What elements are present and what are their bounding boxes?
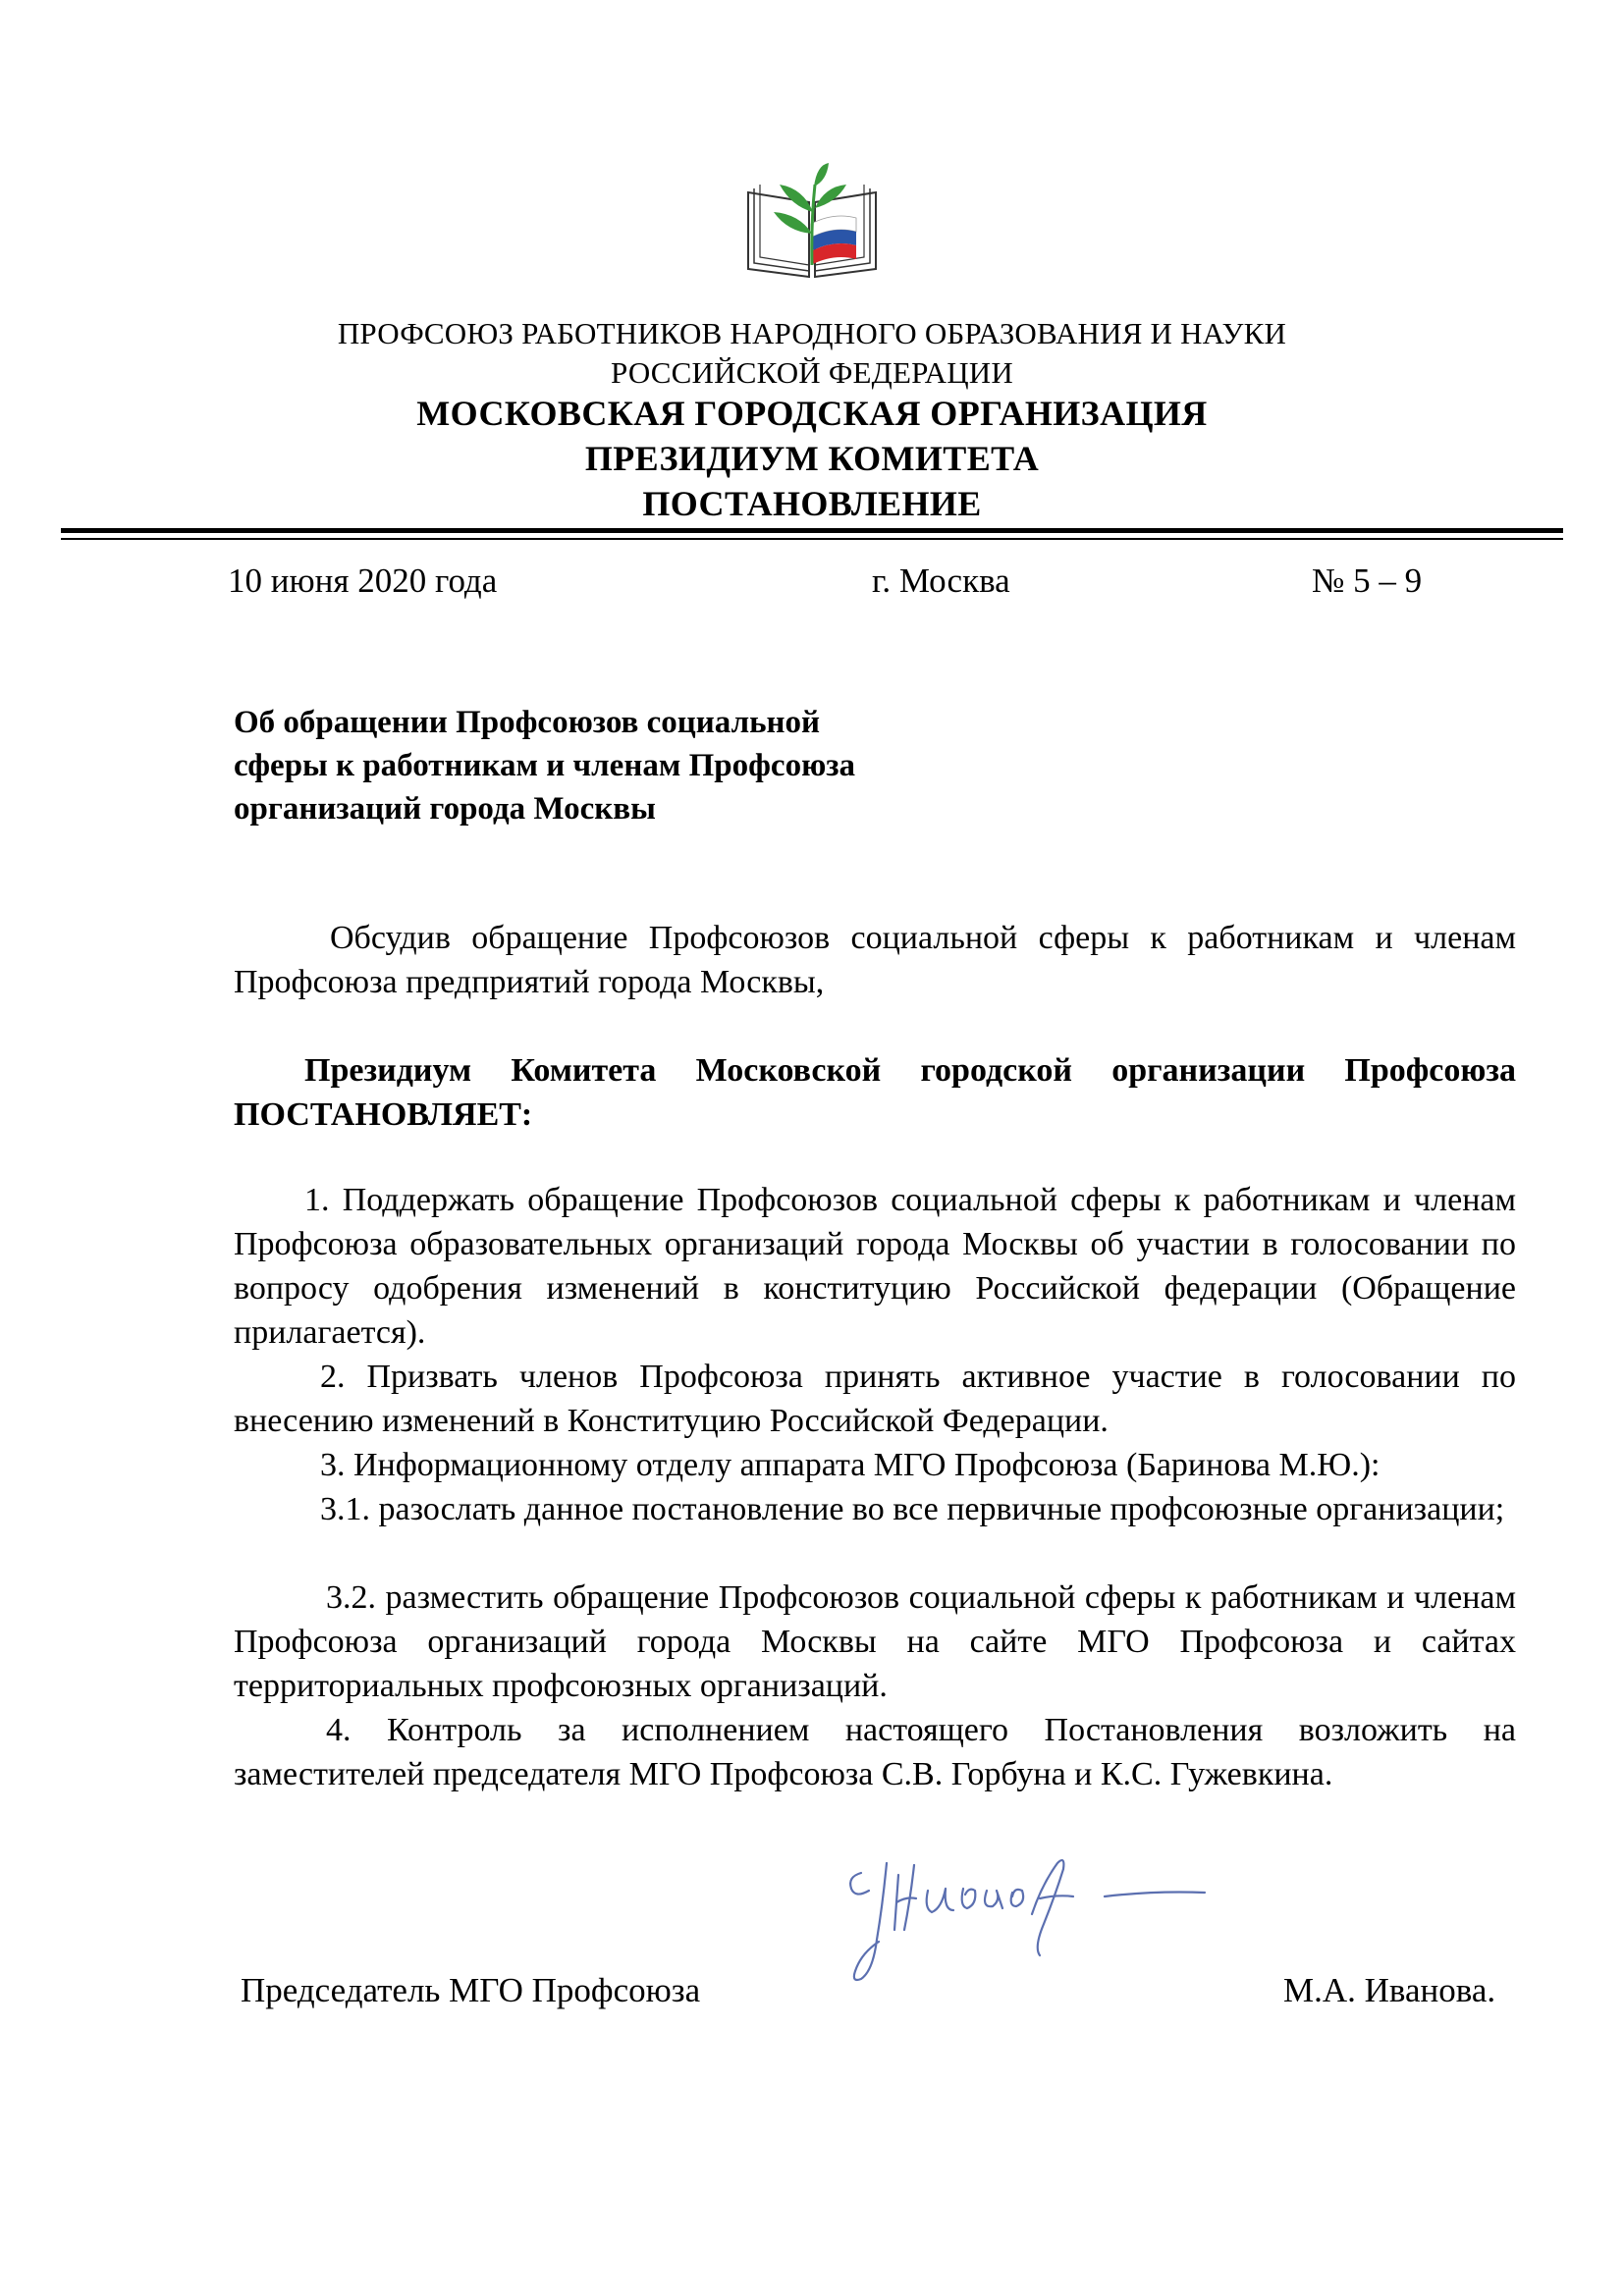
resolves-paragraph: Президиум Комитета Московской городской организации Профсоюза ПОСТАНОВЛЯЕТ: — [234, 1052, 1516, 1133]
union-name-line2: РОССИЙСКОЙ ФЕДЕРАЦИИ — [611, 355, 1013, 390]
resolution-item-3-1: 3.1. разослать данное постановление во все первичные профсоюзные организации; — [320, 1491, 1505, 1527]
union-logo-icon — [740, 163, 884, 281]
union-name-line1: ПРОФСОЮЗ РАБОТНИКОВ НАРОДНОГО ОБРАЗОВАНИЯ И НАУКИ — [337, 316, 1287, 350]
presidium-title: ПРЕЗИДИУМ КОМИТЕТА — [584, 439, 1040, 478]
subject-line: организаций города Москвы — [234, 791, 656, 827]
subject-line: сферы к работникам и членам Профсоюза — [234, 748, 856, 783]
resolution-item-1: 1. Поддержать обращение Профсоюзов социальной сферы к работникам и членам Профсоюза образовательных организаций города Москвы об участии в голосовании по вопросу одобрения изменений в конституцию Российской федерации (Обращение прилагается). — [234, 1182, 1516, 1351]
resolution-item-2: 2. Призвать членов Профсоюза принять активное участие в голосовании по внесению изменений в Конституцию Российской Федерации. — [234, 1359, 1516, 1439]
resolution-item-4: 4. Контроль за исполнением настоящего Постановления возложить на заместителей председателя МГО Профсоюза С.В. Горбуна и К.С. Гужевкина. — [234, 1712, 1516, 1792]
resolution-item-3: 3. Информационному отделу аппарата МГО Профсоюза (Баринова М.Ю.): — [320, 1447, 1380, 1483]
signatory-position: Председатель МГО Профсоюза — [241, 1971, 701, 2009]
intro-paragraph: Обсудив обращение Профсоюзов социальной сферы к работникам и членам Профсоюза предприятий города Москвы, — [234, 920, 1516, 1000]
subject-line: Об обращении Профсоюзов социальной — [234, 705, 821, 740]
document-type-title: ПОСТАНОВЛЕНИЕ — [642, 484, 982, 523]
document-city: г. Москва — [872, 561, 1010, 600]
document-subject — [234, 701, 855, 830]
resolution-item-3-2: 3.2. разместить обращение Профсоюзов социальной сферы к работникам и членам Профсоюза организаций города Москвы на сайте МГО Профсоюза и сайтах территориальных профсоюзных организаций. — [234, 1579, 1516, 1704]
document-date: 10 июня 2020 года — [228, 561, 498, 600]
organization-title: МОСКОВСКАЯ ГОРОДСКАЯ ОРГАНИЗАЦИЯ — [416, 394, 1208, 433]
handwritten-signature — [839, 1845, 1227, 1988]
document-number: № 5 – 9 — [1312, 561, 1423, 600]
signatory-name: М.А. Иванова. — [1283, 1971, 1496, 2009]
header-divider-thick — [61, 528, 1563, 533]
header-divider-thin — [61, 538, 1563, 540]
